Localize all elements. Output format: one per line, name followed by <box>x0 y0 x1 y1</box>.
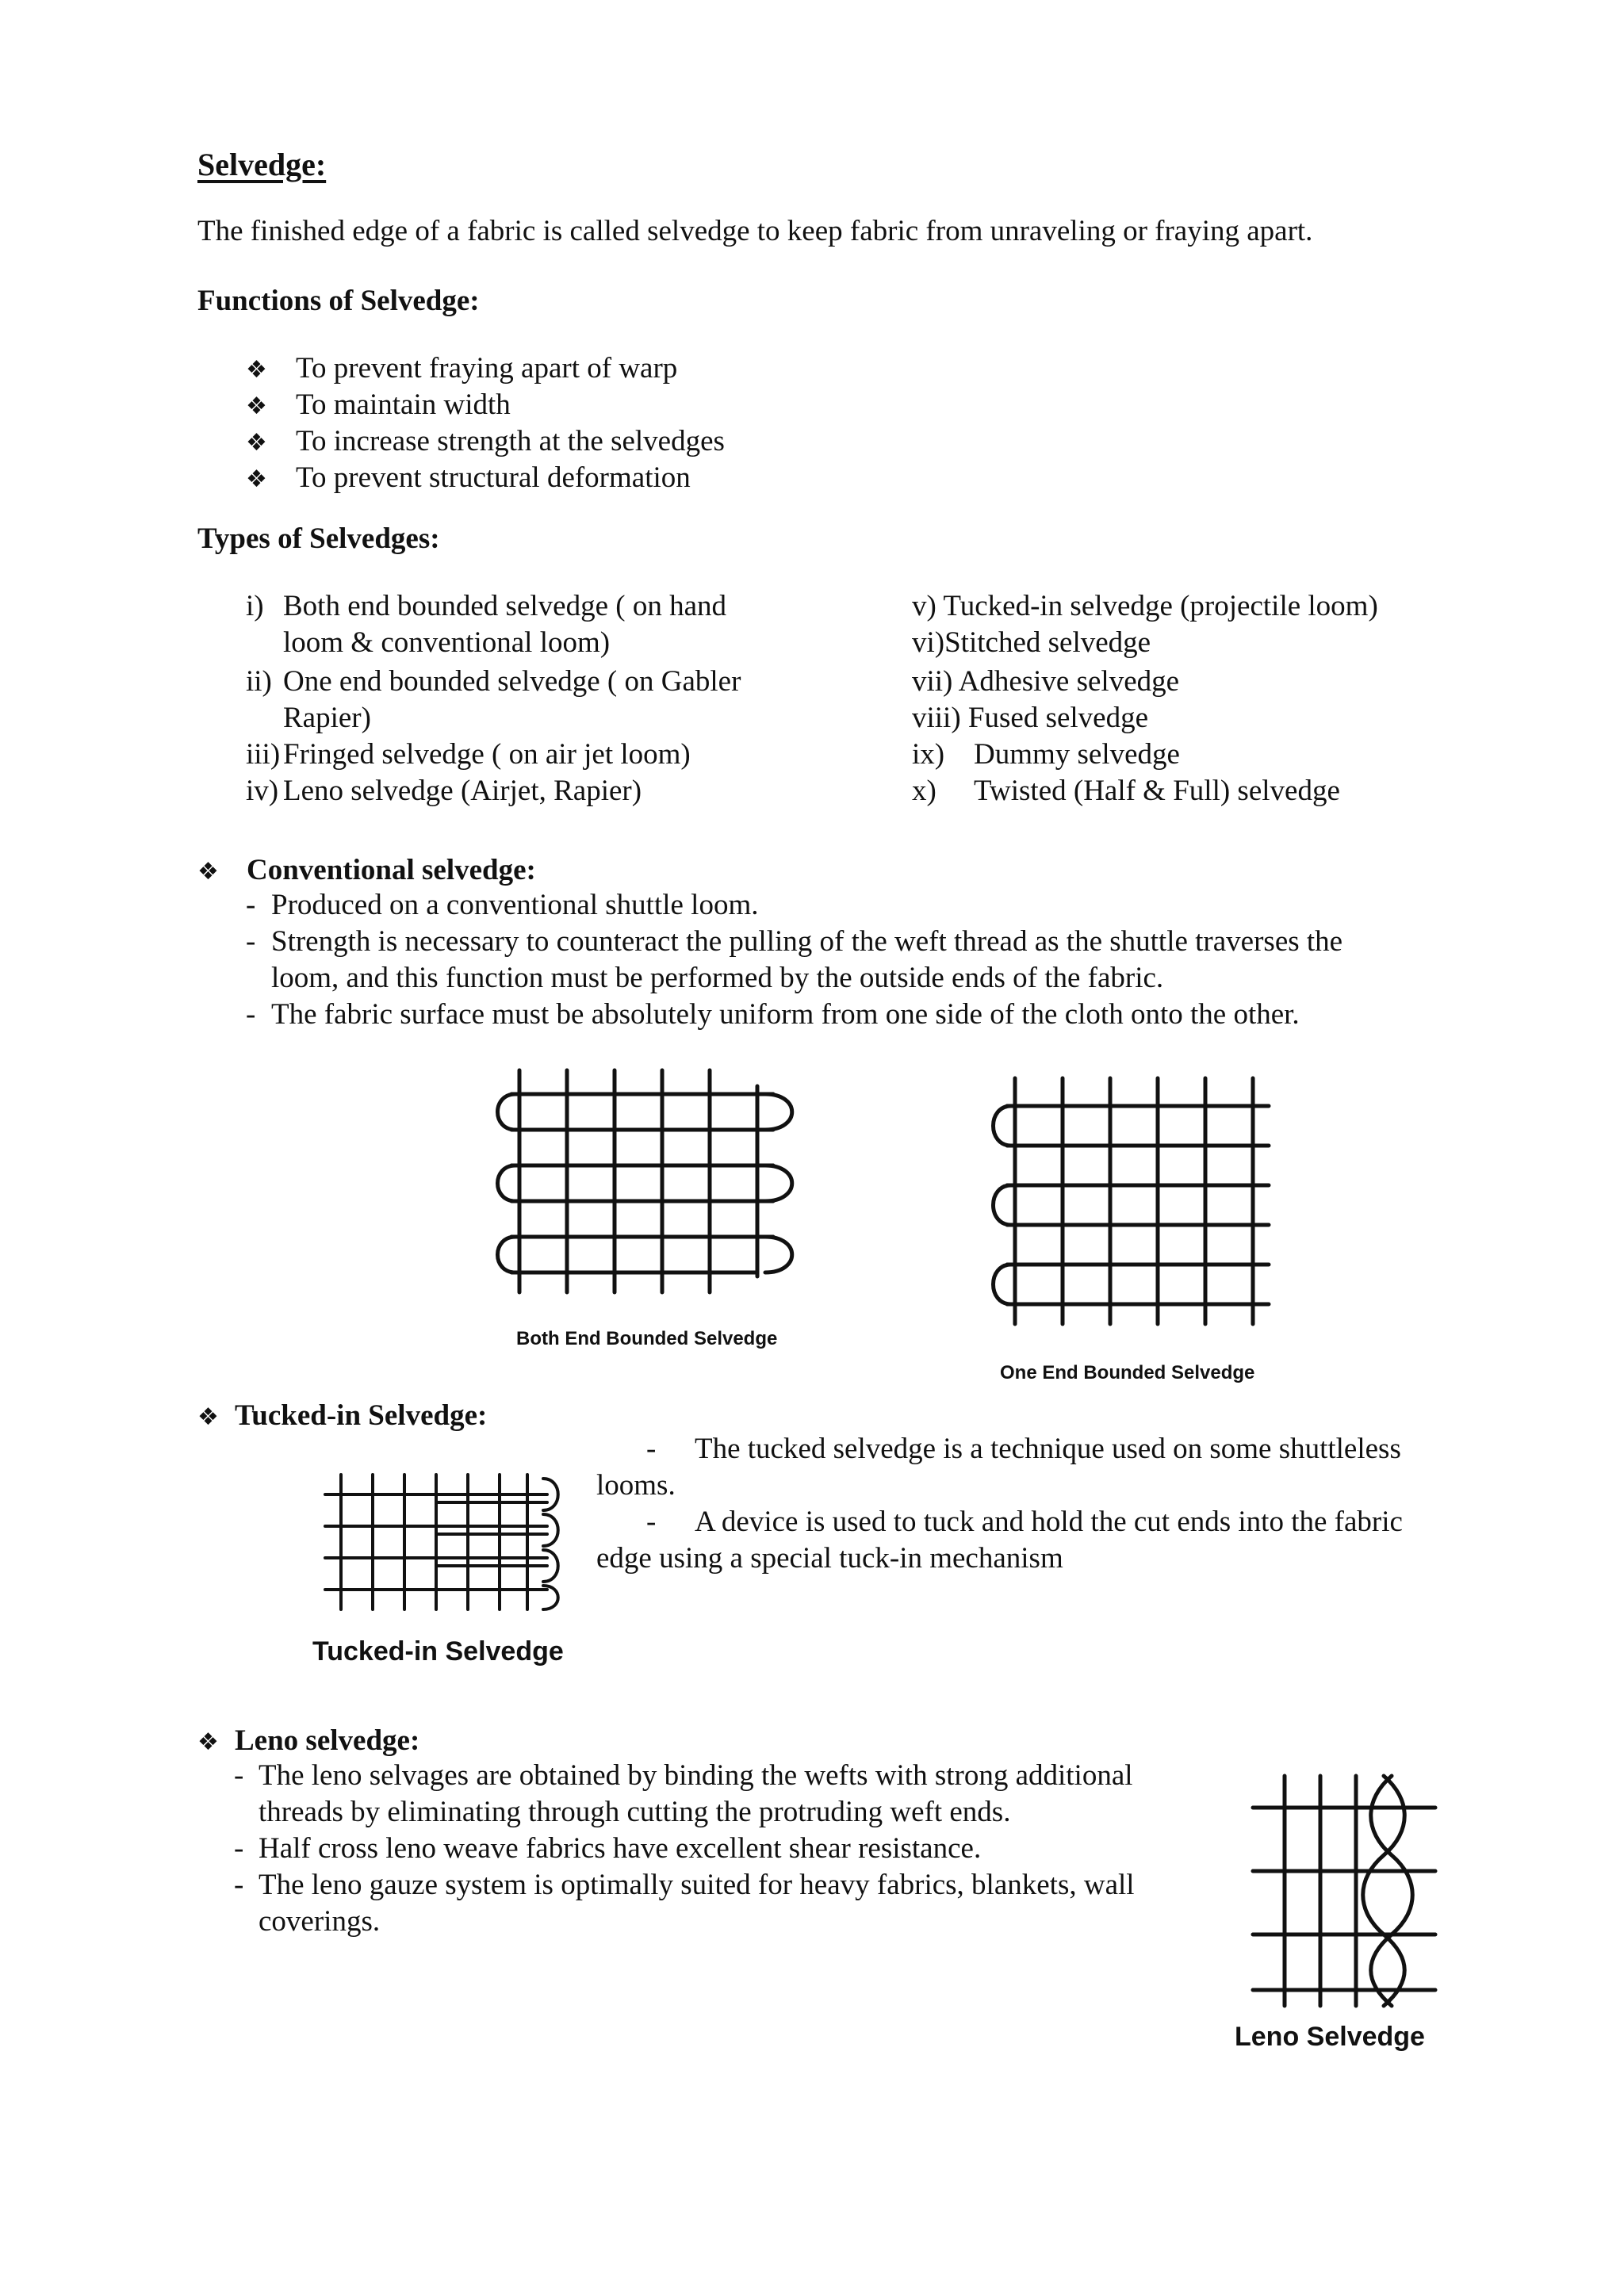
type-text: Rapier) <box>283 702 371 734</box>
list-item: coverings. <box>259 1905 381 1938</box>
page-title: Selvedge: <box>197 147 327 182</box>
tucked-paragraph-2: A device is used to tuck and hold the cut ends into the fabric <box>695 1506 1403 1538</box>
type-item: vii) Adhesive selvedge <box>912 665 1180 698</box>
type-text: Leno selvedge (Airjet, Rapier) <box>283 775 642 807</box>
type-num: i) <box>246 590 264 622</box>
type-num: ix) <box>912 738 945 771</box>
list-item: The leno selvages are obtained by binding the wefts with strong additional <box>259 1759 1133 1792</box>
type-num: ii) <box>246 665 272 698</box>
list-item: Strength is necessary to counteract the pulling of the weft thread as the shuttle traverses the <box>271 925 1343 958</box>
type-text: Dummy selvedge <box>974 738 1180 771</box>
type-item: v) Tucked-in selvedge (projectile loom) <box>912 590 1378 622</box>
bullet-diamond-icon: ❖ <box>246 392 267 420</box>
weft-lines <box>511 1094 773 1272</box>
type-text: Twisted (Half & Full) selvedge <box>974 775 1340 807</box>
tucked-paragraph-2-cont: edge using a special tuck-in mechanism <box>596 1542 1063 1575</box>
list-item: Produced on a conventional shuttle loom. <box>271 889 759 921</box>
bullet-diamond-icon: ❖ <box>197 858 219 886</box>
type-text: One end bounded selvedge ( on Gabler <box>283 665 741 698</box>
figure-caption: Tucked-in Selvedge <box>312 1636 564 1667</box>
list-item: threads by eliminating through cutting the protruding weft ends. <box>259 1796 1011 1828</box>
warp-lines <box>519 1070 757 1292</box>
type-item: vi)Stitched selvedge <box>912 626 1151 659</box>
type-text: loom & conventional loom) <box>283 626 611 659</box>
type-text: Fringed selvedge ( on air jet loom) <box>283 738 691 771</box>
leno-diagram <box>1237 1768 1443 2014</box>
list-item: loom, and this function must be performed by the outside ends of the fabric. <box>271 962 1164 994</box>
figure-caption: Both End Bounded Selvedge <box>516 1328 778 1349</box>
type-num: iv) <box>246 775 279 807</box>
bullet-diamond-icon: ❖ <box>197 1403 219 1431</box>
bullet-diamond-icon: ❖ <box>246 429 267 457</box>
bullet-diamond-icon: ❖ <box>246 356 267 384</box>
tucked-paragraph-1-cont: looms. <box>596 1469 676 1502</box>
types-heading: Types of Selvedges: <box>197 522 440 555</box>
type-num: x) <box>912 775 936 807</box>
list-item: ❖ To prevent fraying apart of warp <box>246 352 678 385</box>
type-item: viii) Fused selvedge <box>912 702 1149 734</box>
figure-caption: One End Bounded Selvedge <box>1000 1362 1255 1383</box>
type-text: Both end bounded selvedge ( on hand <box>283 590 726 622</box>
tucked-heading: ❖ Tucked-in Selvedge: <box>197 1399 488 1432</box>
tucked-in-diagram <box>317 1467 567 1613</box>
tucked-paragraph-1: The tucked selvedge is a technique used on some shuttleless <box>695 1433 1401 1465</box>
bullet-diamond-icon: ❖ <box>246 465 267 493</box>
conventional-heading: ❖ Conventional selvedge: <box>197 854 536 886</box>
one-end-bounded-diagram <box>983 1062 1285 1348</box>
type-num: iii) <box>246 738 281 771</box>
functions-heading: Functions of Selvedge: <box>197 285 480 317</box>
leno-heading: ❖ Leno selvedge: <box>197 1724 420 1757</box>
figure-caption: Leno Selvedge <box>1235 2022 1425 2052</box>
list-item: ❖ To prevent structural deformation <box>246 461 691 494</box>
list-item: Half cross leno weave fabrics have excellent shear resistance. <box>259 1832 982 1865</box>
bullet-diamond-icon: ❖ <box>197 1728 219 1756</box>
list-item: The leno gauze system is optimally suited for heavy fabrics, blankets, wall <box>259 1869 1135 1901</box>
list-item: ❖ To maintain width <box>246 388 511 421</box>
intro-paragraph: The finished edge of a fabric is called selvedge to keep fabric from unraveling or fraying apart. <box>197 215 1313 247</box>
list-item: ❖ To increase strength at the selvedges <box>246 425 725 457</box>
list-item: The fabric surface must be absolutely uniform from one side of the cloth onto the other. <box>271 998 1300 1031</box>
both-end-bounded-diagram <box>488 1054 821 1316</box>
